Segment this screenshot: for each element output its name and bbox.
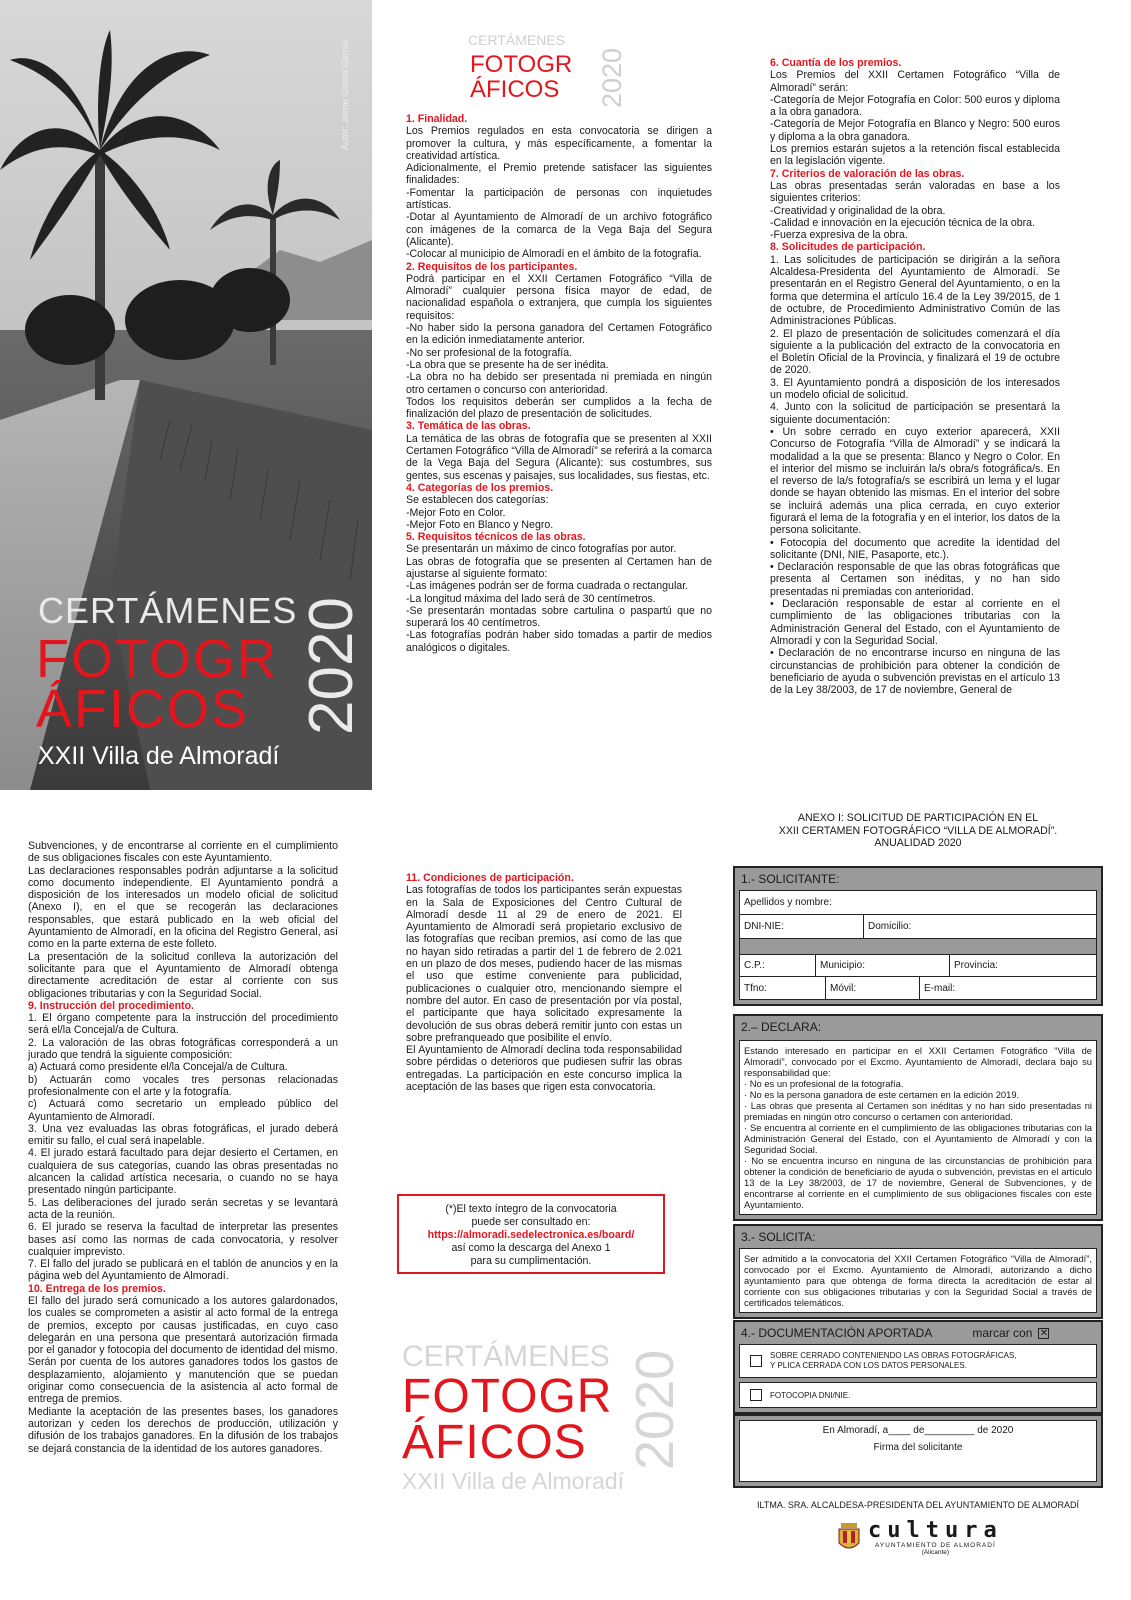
convocatoria-link[interactable]: https://almoradi.sedelectronica.es/board/: [427, 1229, 635, 1241]
notice-line: así como la descarga del Anexo 1: [451, 1242, 611, 1254]
section-heading: 5. Requisitos técnicos de las obras.: [406, 531, 586, 544]
section-text: Los Premios regulados en esta convocatoria se dirigen a promover la cultura, y más específicamente, a fomentar la creatividad artística. Adicionalmente, el Premio pretende satisfacer las siguientes finalidades: -Fomentar la participación de personas con inquietudes artísticas. -Dotar al Ayuntamiento de Almoradí de un archivo fotográfico con imágenes de la comarca de la Vega Baja del Segura (Alicante). -Colocar al municipio de Almoradí en el ámbito de la fotografía.: [406, 125, 712, 261]
section-finalidad: [406, 113, 712, 261]
section-criterios: [770, 168, 1060, 242]
movil-field[interactable]: Móvil:: [826, 977, 920, 999]
footer-fotogr: FOTOGR: [402, 1370, 613, 1423]
annex-title-line: XXII CERTAMEN FOTOGRÁFICO “VILLA DE ALMORADÍ”.: [778, 824, 1058, 837]
destinatario: ILTMA. SRA. ALCALDESA-PRESIDENTA DEL AYUNTAMIENTO DE ALMORADÍ: [757, 1500, 1079, 1510]
section-label: 2.– DECLARA:: [741, 1020, 822, 1034]
photo-credit: Autor: Jaime Girona García: [340, 40, 350, 150]
form-section-documentacion: [733, 1320, 1103, 1414]
notice-line: (*)El texto íntegro de la convocatoria: [445, 1203, 617, 1215]
fecha-line[interactable]: En Almoradí, a____ de_________ de 2020: [822, 1425, 1014, 1436]
section-heading: 1. Finalidad.: [406, 113, 468, 125]
doc-label: Y PLICA CERRADA CON LOS DATOS PERSONALES.: [770, 1361, 967, 1370]
doc-row-dni: [739, 1382, 1097, 1408]
section-label: 3.- SOLICITA:: [741, 1230, 816, 1244]
section-heading: 2. Requisitos de los participantes.: [406, 260, 578, 273]
section-text: Las obras presentadas serán valoradas en base a los siguientes criterios: -Creatividad y originalidad de la obra. -Calidad e innovación en la ejecución técnica de la obra. -Fuerza expresiva de la obra.: [770, 179, 1060, 242]
section-text: 1. El órgano competente para la instrucción del procedimiento será el/la Concejal/a de Cultura. 2. La valoración de las obras fotográficas corresponderá a un jurado que tendrá la siguiente composición: a) Actuará como presidente el/la Concejal/a de Cultura. b) Actuarán como vocales tres personas relacionadas profesionalmente con el arte y la fotografía. c) Actuará como secretario un empleado público del Ayuntamiento de Almoradí. 3. Una vez evaluadas las obras fotográficas, el jurado deberá emitir su fallo, el cual será inapelable. 4. El jurado estará facultado para dejar desierto el Certamen, en cualquiera de sus categorías, cuando las obras presentadas no alcancen la calidad artística necesaria, o cuando no se haya presentado ningún participante. 5. Las deliberaciones del jurado serán secretas y se levantará acta de la reunión. 6. El jurado se reserva la facultad de interpretar las presentes bases así como las normas de cada convocatoria, y resolver cualquier imprevisto. 7. El fallo del jurado se publicará en el tablón de anuncios y en la página web del Ayuntamiento de Almoradí.: [28, 1012, 338, 1283]
cover-title-fotogr: FOTOGR: [36, 629, 279, 689]
doc-label: SOBRE CERRADO CONTENIENDO LAS OBRAS FOTOGRÁFICAS,: [770, 1351, 1017, 1360]
municipio-field[interactable]: Municipio:: [816, 955, 950, 976]
coat-of-arms-icon: [838, 1523, 860, 1553]
bases-column-1: [406, 113, 712, 654]
bases-column-2: [770, 57, 1060, 696]
section-heading-condiciones: 11. Condiciones de participación.: [406, 872, 574, 884]
section-heading: 8. Solicitudes de participación.: [770, 241, 926, 254]
logo-alicante-text: (Alicante): [921, 1549, 950, 1556]
section-heading-instruccion: 9. Instrucción del procedimiento.: [28, 999, 194, 1012]
cover-title-line1: [38, 590, 297, 632]
header-aficos: ÁFICOS: [470, 76, 560, 103]
section-label-row: [739, 1326, 1097, 1344]
domicilio-field[interactable]: Domicilio:: [868, 921, 912, 932]
section-tematica: [406, 420, 712, 481]
section-cuantia: [770, 57, 1060, 168]
section-requisitos: [406, 261, 712, 421]
logo-cultura-text: cultura: [868, 1518, 1003, 1543]
section-label: 1.- SOLICITANTE:: [741, 872, 840, 886]
form-section-declara: [733, 1014, 1103, 1221]
cp-field[interactable]: C.P.:: [740, 955, 816, 976]
section-heading-entrega: 10. Entrega de los premios.: [28, 1282, 166, 1295]
section-heading: 3. Temática de las obras.: [406, 420, 531, 433]
footer-year: 2020: [625, 1349, 685, 1470]
form-section-firma: [733, 1414, 1103, 1488]
annex-title-line: ANEXO I: SOLICITUD DE PARTICIPACIÓN EN EL: [797, 812, 1039, 824]
section-text: Se presentarán un máximo de cinco fotografías por autor. Las obras de fotografía que se presenten al Certamen han de ajustarse al siguiente formato: -Las imágenes podrán ser de forma cuadrada o rectangular. -La longitud máxima del lado será de 30 centímetros. -Se presentarán montadas sobre cartulina o paspartú que no superará los 40 centímetros. -Las fotografías podrán haber sido tomadas a partir de medios analógicos o digitales.: [406, 543, 712, 654]
section-text: El fallo del jurado será comunicado a los autores galardonados, los cuales se comprometen a asistir al acto formal de la entrega de premios, excepto por causas justificadas, en cuyo caso delegarán en una persona que presentará autorización firmada por el ganador y fotocopia del documento de identidad del mismo. Serán por cuenta de los autores ganadores todos los gastos de desplazamiento, alojamiento y manutención que se puedan originar como consecuencia de la asistencia al acto formal de entrega de premios. Mediante la aceptación de las presentes bases, los ganadores autorizan y ceden los derechos de producción, utilización y difusión de los trabajos ganadores. En la difusión de los trabajos se dejará constancia de la identidad de los autores ganadores.: [28, 1294, 338, 1455]
section-text: Subvenciones, y de encontrarse al corriente en el cumplimiento de sus obligaciones fiscales con este Ayuntamiento. Las declaraciones responsables podrán adjuntarse a la solicitud como documento independiente. El Ayuntamiento pondrá a disposición de los interesados un modelo oficial de solicitud (Anexo I), en el que se recogerán las declaraciones responsables, que estará publicado en la web oficial del Ayuntamiento de Almoradí, en la oficina del Registro General, así como en la parte externa de este folleto. La presentación de la solicitud conlleva la autorización del solicitante para que el Ayuntamiento de Almoradí obtenga directamente acreditación de estar al corriente con sus obligaciones tributarias y con la Seguridad Social.: [28, 840, 338, 1000]
bases-column-4: [406, 872, 682, 1093]
notice-line: para su cumplimentación.: [470, 1255, 592, 1267]
section-text: La temática de las obras de fotografía que se presenten al XXII Certamen Fotográfico “Villa de Almoradí” se referirá a la comarca de la Vega Baja del Segura (Alicante): sus costumbres, sus gentes, sus escenas y paisajes, sus localidades, sus fiestas, etc.: [406, 432, 712, 482]
doc-label: FOTOCOPIA DNI/NIE.: [770, 1390, 851, 1400]
bases-column-3: [28, 840, 338, 1455]
header-year: 2020: [597, 47, 627, 108]
section-text: 1. Las solicitudes de participación se dirigirán a la señora Alcaldesa-Presidenta del Ayuntamiento de Almoradí. Se presentarán en el Registro General del Ayuntamiento, o en la forma que determina el artículo 16.4 de la Ley 39/2015, de 1 de octubre, de Procedimiento Administrativo Común de las Administraciones Públicas. 2. El plazo de presentación de solicitudes comenzará el día siguiente a la publicación del extracto de la convocatoria en el Boletín Oficial de la Provincia, y finalizará el 19 de octubre de 2020. 3. El Ayuntamiento pondrá a disposición de los interesados un modelo oficial de solicitud. 4. Junto con la solicitud de participación se presentará la siguiente documentación: • Un sobre cerrado en cuyo exterior aparecerá, XXII Concurso de Fotografía “Villa de Almoradí” y se indicará la modalidad a la que se presenta: Blanco y Negro o Color. En el interior del mismo se incluirán la/s obra/s fotográfica/s. En el reverso de la/s fotografía/s se escribirá un lema y el lugar donde se hayan obtenido las mismas. En el interior del sobre se incluirá además una plica cerrada, en cuyo exterior figurará el lema de la fotografía y en el interior, los datos de la persona solicitante. • Fotocopia del documento que acredite la identidad del solicitante (DNI, NIE, Pasaporte, etc.). • Declaración responsable de que las obras fotográficas que presenta al Certamen son inéditas, y no han sido presentadas ni premiadas con anterioridad. • Declaración responsable de estar al corriente en el cumplimiento de las obligaciones tributarias con la Administración General del Estado, con el Ayuntamiento de Almoradí y con la Seguridad Social. • Declaración de no encontrarse incurso en ninguna de las circunstancias de prohibición para obtener la condición de beneficiario de ayuda o subvención previstas en el artículo 13 de la Ley 38/2003, de 17 de noviembre, General de: [770, 253, 1061, 697]
footer-villa: XXII Villa de Almoradí: [402, 1468, 625, 1494]
section-text: Podrá participar en el XXII Certamen Fotográfico “Villa de Almoradí” cualquier persona física mayor de edad, de nacionalidad española o extranjera, que cumpla los siguientes requisitos: -No haber sido la persona ganadora del Certamen Fotográfico en la edición inmediatamente anterior. -No ser profesional de la fotografía. -La obra que se presente ha de ser inédita. -La obra no ha debido ser presentada ni premiada en ningún otro certamen o concurso con anterioridad. Todos los requisitos deberán ser cumplidos a la fecha de finalización del plazo de presentación de solicitudes.: [406, 272, 712, 421]
email-field[interactable]: E-mail:: [924, 982, 956, 994]
logo-ayuntamiento-text: AYUNTAMIENTO DE ALMORADÍ: [874, 1542, 996, 1549]
section-requisitos-tecnicos: [406, 531, 712, 654]
section-text: Las fotografías de todos los participantes serán expuestas en la Sala de Exposiciones del Centro Cultural de Almoradí desde 11 al 29 de enero de 2021. El Ayuntamiento de Almoradí será propietario exclusivo de las fotografías que reciban premios, así como de las que no hayan sido retiradas a partir del 1 de febrero de 2.021 en un plazo de dos meses, pudiendo hacer de las mismas el uso que estime conveniente para publicidad, publicaciones o cualquier otro, mencionando siempre el nombre del autor. En caso de presentación por vía postal, el participante que haya solicitado expresamente la devolución de sus obras deberá remitir junto con estas un sobre prefranqueado que posibilite el envío. El Ayuntamiento de Almoradí declina toda responsabilidad sobre pérdidas o deterioros que pudiesen sufrir las obras entregadas. La participación en este concurso implica la aceptación de las bases que rigen esta convocatoria.: [406, 884, 682, 1094]
solicita-text: Ser admitido a la convocatoria del XXII Certamen Fotográfico “Villa de Almoradí”, convocado por el Excmo. Ayuntamiento de Almoradí, autorizando a dicho ayuntamiento para que obtenga de forma directa la acreditación de estar al corriente con sus obligaciones tributarias y con la Seguridad Social a través de certificados telemáticos.: [739, 1248, 1097, 1313]
cover-certamenes: CERTÁMENES: [38, 590, 298, 631]
firma-box: [739, 1420, 1097, 1482]
section-text: Se establecen dos categorías: -Mejor Foto en Color. -Mejor Foto en Blanco y Negro.: [406, 494, 554, 531]
annex-title-line: ANUALIDAD 2020: [874, 837, 962, 849]
header-fotogr: FOTOGR: [470, 51, 573, 78]
apellidos-field[interactable]: Apellidos y nombre:: [744, 897, 832, 908]
tfno-field[interactable]: Tfno:: [740, 977, 826, 999]
cultura-logo: [838, 1520, 1003, 1556]
cover-photo: [0, 0, 372, 790]
header-certamenes: CERTÁMENES: [468, 32, 565, 48]
check-mark-icon: ✕: [1039, 1328, 1049, 1339]
marcar-label: marcar con: [972, 1326, 1033, 1340]
section-categorias: [406, 482, 712, 531]
provincia-field[interactable]: Provincia:: [954, 960, 998, 971]
form-section-solicita: [733, 1224, 1103, 1319]
notice-line: puede ser consultado en:: [471, 1216, 591, 1228]
cover-year: 2020: [297, 597, 366, 735]
section-heading: 7. Criterios de valoración de las obras.: [770, 167, 965, 180]
firma-label: Firma del solicitante: [873, 1442, 963, 1453]
annex-title: [733, 812, 1103, 850]
checkbox-sobre[interactable]: [750, 1355, 762, 1367]
checkbox-dni[interactable]: [750, 1389, 762, 1401]
section-heading: 6. Cuantía de los premios.: [770, 57, 902, 69]
section-heading: 4. Categorías de los premios.: [406, 481, 554, 494]
doc-row-sobre: [739, 1344, 1097, 1378]
dni-field[interactable]: DNI-NIE:: [740, 915, 864, 938]
footer-aficos: ÁFICOS: [402, 1416, 587, 1469]
section-solicitudes: [770, 241, 1060, 696]
footer-certamenes: CERTÁMENES: [402, 1340, 610, 1373]
cover-title-aficos: ÁFICOS: [36, 679, 250, 739]
section-text: Los Premios del XXII Certamen Fotográfico “Villa de Almoradí” serán: -Categoría de Mejor Fotografía en Color: 500 euros y diploma a la obra ganadora. -Categoría de Mejor Fotografía en Blanco y Negro: 500 euros y diploma a la obra ganadora. Los premios estarán sujetos a la retención fiscal establecida en la legislación vigente.: [770, 69, 1060, 168]
notice-box: [397, 1194, 665, 1274]
form-section-solicitante: [733, 866, 1103, 1006]
cover-villa: XXII Villa de Almoradí: [38, 742, 280, 770]
declara-text: Estando interesado en participar en el XXII Certamen Fotográfico “Villa de Almoradí”, convocado por el Excmo. Ayuntamiento de Almoradí, declara bajo su responsabilidad que: · No es un profesional de la fotografía. · No es la persona ganadora de este certamen en la edición 2019. · Las obras que presenta al Certamen son inéditas y no han sido presentadas ni premiadas en ningún otro concurso o certamen con anterioridad. · Se encuentra al corriente en el cumplimiento de las obligaciones tributarias con la Administración General del Estado, con el Ayuntamiento de Almoradí y con la Seguridad Social. · No se encuentra incurso en ninguna de las circunstancias de prohibición para obtener la condición de beneficiario de ayuda o subvención, previstas en el artículo 13 de la Ley 38/2003, de 17 de noviembre, General de Subvenciones, y de encontrarse al corriente en el cumplimiento de sus obligaciones fiscales con este Ayuntamiento.: [739, 1040, 1097, 1215]
section-label: 4.- DOCUMENTACIÓN APORTADA: [741, 1326, 933, 1340]
